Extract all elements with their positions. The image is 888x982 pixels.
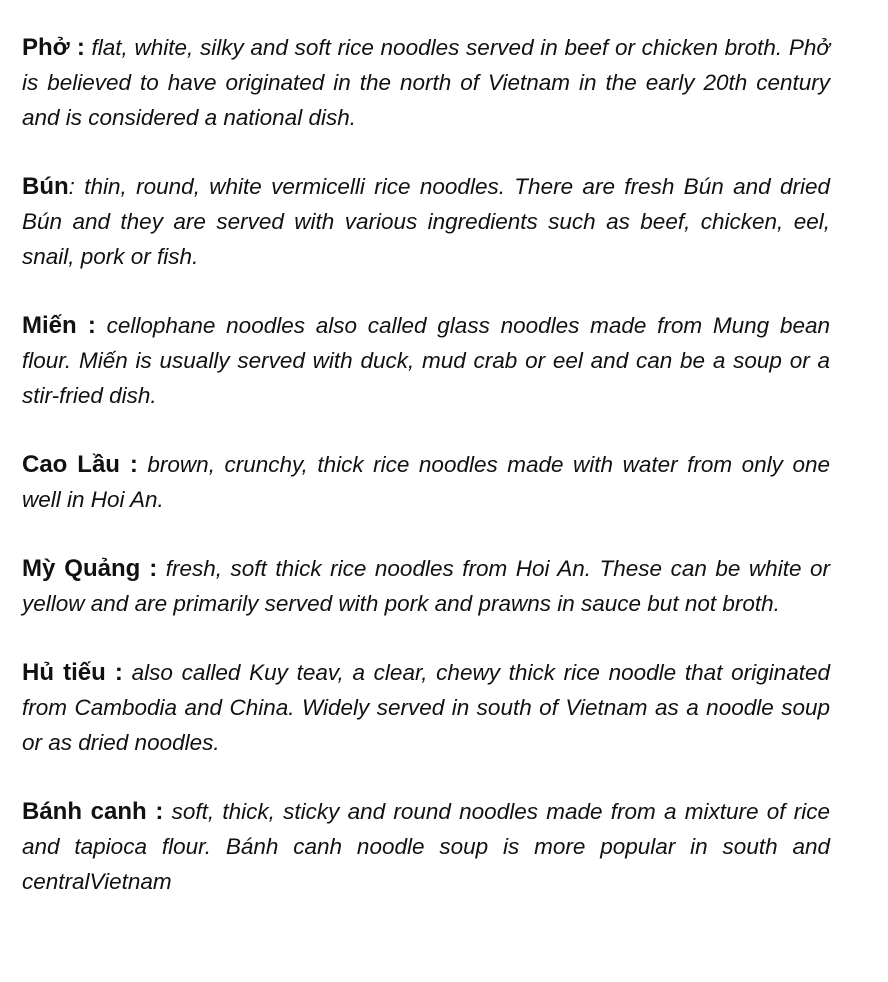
- entry-term: Bún: [22, 173, 69, 200]
- entry-pho: [22, 30, 830, 135]
- entry-term: Mỳ Quảng :: [22, 555, 158, 582]
- entry-description: also called Kuy teav, a clear, chewy thick rice noodle that originated from Cambodia and China. Widely served in south of Vietnam as a noodle soup or as dried noodles.: [22, 660, 830, 755]
- entry-term: Bánh canh :: [22, 798, 164, 825]
- entry-description: flat, white, silky and soft rice noodles served in beef or chicken broth. Phở is believed to have originated in the north of Vietnam in the early 20th century and is considered a national dish.: [22, 35, 831, 130]
- entry-description: soft, thick, sticky and round noodles made from a mixture of rice and tapioca flour. Bánh canh noodle soup is more popular in south and centralVietnam: [22, 799, 830, 894]
- entry-bun: [22, 169, 830, 274]
- entry-description: fresh, soft thick rice noodles from Hoi An. These can be white or yellow and are primarily served with pork and prawns in sauce but not broth.: [22, 556, 830, 616]
- entry-description: cellophane noodles also called glass noodles made from Mung bean flour. Miến is usually served with duck, mud crab or eel and can be a soup or a stir-fried dish.: [22, 313, 830, 408]
- entry-banh-canh: [22, 794, 830, 899]
- entry-mien: [22, 308, 830, 413]
- entry-my-quang: [22, 551, 830, 621]
- entry-description: : thin, round, white vermicelli rice noodles. There are fresh Bún and dried Bún and they are served with various ingredients such as beef, chicken, eel, snail, pork or fish.: [22, 174, 830, 269]
- entry-description: brown, crunchy, thick rice noodles made with water from only one well in Hoi An.: [22, 452, 830, 512]
- entry-term: Phở :: [22, 34, 85, 61]
- entry-term: Cao Lầu :: [22, 451, 138, 478]
- entry-term: Hủ tiếu :: [22, 659, 123, 686]
- entry-term: Miến :: [22, 312, 96, 339]
- entry-hu-tieu: [22, 655, 830, 760]
- entry-cao-lau: [22, 447, 830, 517]
